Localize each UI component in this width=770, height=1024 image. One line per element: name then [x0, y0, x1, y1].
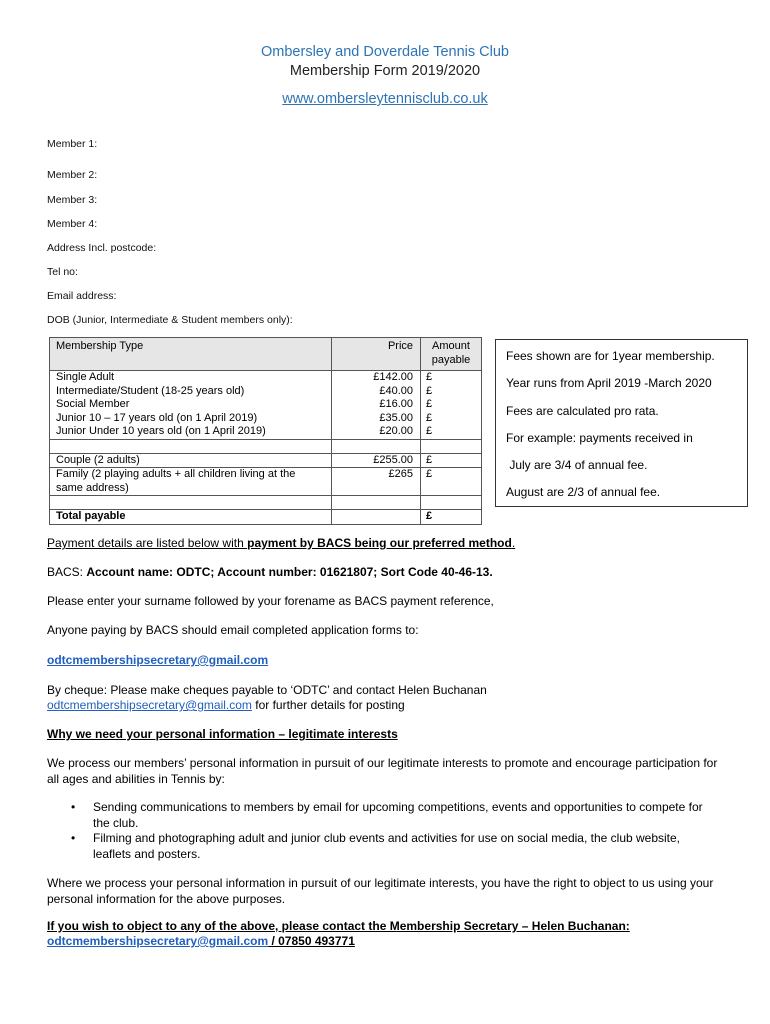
dob-label: DOB (Junior, Intermediate & Student members only):: [47, 314, 293, 326]
row-type: Couple (2 adults): [50, 453, 332, 468]
row-price: £20.00: [332, 425, 421, 439]
info-line: August are 2/3 of annual fee.: [506, 485, 661, 500]
object-instructions: If you wish to object to any of the above, please contact the Membership Secretary – Helen Buchanan:: [47, 919, 630, 933]
row-type: Junior 10 – 17 years old (on 1 April 2019): [50, 412, 332, 426]
total-amount[interactable]: £: [421, 510, 482, 525]
list-item: Filming and photographing adult and junior club events and activities for use on social media, the club website, leaflets and posters.: [93, 831, 681, 861]
col-amount-payable: Amount payable: [421, 338, 482, 371]
table-row: [50, 425, 482, 439]
bacs-reference: Please enter your surname followed by your forename as BACS payment reference,: [47, 594, 494, 608]
table-row: [50, 398, 482, 412]
bacs-line: BACS: Account name: ODTC; Account number: 01621807; Sort Code 40-46-13.: [47, 565, 493, 579]
info-line: Year runs from April 2019 -March 2020: [506, 376, 712, 391]
cheque-email-line: odtcmembershipsecretary@gmail.com for further details for posting: [47, 698, 405, 712]
row-type: Social Member: [50, 398, 332, 412]
member-1-label: Member 1:: [47, 138, 98, 150]
row-amount[interactable]: £: [421, 412, 482, 426]
address-label: Address Incl. postcode:: [47, 242, 157, 254]
website-link[interactable]: www.ombersleytennisclub.co.uk: [282, 91, 488, 107]
payment-intro: Payment details are listed below with payment by BACS being our preferred method.: [47, 536, 516, 550]
table-row: [50, 371, 482, 385]
table-row: [50, 412, 482, 426]
table-row: [50, 385, 482, 399]
row-amount[interactable]: £: [421, 453, 482, 468]
row-type: Junior Under 10 years old (on 1 April 2019): [50, 425, 332, 439]
member-2-label: Member 2:: [47, 169, 98, 181]
contact-phone: / 07850 493771: [268, 934, 355, 948]
tel-label: Tel no:: [47, 266, 78, 278]
email-label: Email address:: [47, 290, 117, 302]
bullet-icon: •: [71, 831, 76, 845]
row-price: £265: [332, 468, 421, 496]
info-line: July are 3/4 of annual fee.: [506, 458, 648, 473]
col-membership-type: Membership Type: [50, 338, 332, 371]
form-title: Membership Form 2019/2020: [289, 63, 481, 79]
table-spacer-row: [50, 439, 482, 453]
membership-fee-table: [49, 337, 482, 525]
row-amount[interactable]: £: [421, 468, 482, 496]
cheque-email-link[interactable]: odtcmembershipsecretary@gmail.com: [47, 698, 252, 712]
info-line: Fees are calculated pro rata.: [506, 403, 659, 418]
cheque-line: By cheque: Please make cheques payable to ‘ODTC’ and contact Helen Buchanan: [47, 683, 487, 697]
bullet-icon: •: [71, 800, 76, 814]
row-price: £255.00: [332, 453, 421, 468]
info-line: Fees shown are for 1year membership.: [506, 349, 715, 363]
privacy-rights: Where we process your personal information in pursuit of our legitimate interests, you have the right to object to us using your personal information for the above purposes.: [47, 876, 714, 906]
row-price: £35.00: [332, 412, 421, 426]
bacs-details: Account name: ODTC; Account number: 01621807; Sort Code 40-46-13.: [86, 565, 493, 579]
total-label: Total payable: [50, 510, 332, 525]
row-amount[interactable]: £: [421, 425, 482, 439]
table-spacer-row: [50, 496, 482, 510]
row-amount[interactable]: £: [421, 398, 482, 412]
row-price: £16.00: [332, 398, 421, 412]
row-type: Single Adult: [50, 371, 332, 385]
table-row: [50, 468, 482, 496]
member-3-label: Member 3:: [47, 194, 98, 206]
row-amount[interactable]: £: [421, 385, 482, 399]
table-header-row: [50, 338, 482, 371]
col-price: Price: [332, 338, 421, 371]
total-row: [50, 510, 482, 525]
row-price: £40.00: [332, 385, 421, 399]
contact-email-link[interactable]: odtcmembershipsecretary@gmail.com: [47, 934, 269, 948]
contact-line: [47, 934, 727, 950]
member-4-label: Member 4:: [47, 218, 98, 230]
row-type: Intermediate/Student (18-25 years old): [50, 385, 332, 399]
fee-info-box: [495, 339, 748, 507]
privacy-heading: Why we need your personal information – legitimate interests: [47, 727, 398, 741]
row-type: Family (2 playing adults + all children living at the same address): [50, 468, 332, 496]
email-instructions: Anyone paying by BACS should email completed application forms to:: [47, 623, 419, 637]
row-price: £142.00: [332, 371, 421, 385]
club-name: Ombersley and Doverdale Tennis Club: [261, 44, 509, 60]
membership-email-link[interactable]: odtcmembershipsecretary@gmail.com: [47, 653, 269, 667]
row-amount[interactable]: £: [421, 371, 482, 385]
info-line: For example: payments received in: [506, 430, 693, 445]
privacy-intro: We process our members’ personal information in pursuit of our legitimate interests to promote and encourage participation for all ages and abilities in Tennis by:: [47, 756, 718, 786]
list-item: Sending communications to members by email for upcoming competitions, events and opportunities to compete for the club.: [93, 800, 703, 830]
table-row: [50, 453, 482, 468]
